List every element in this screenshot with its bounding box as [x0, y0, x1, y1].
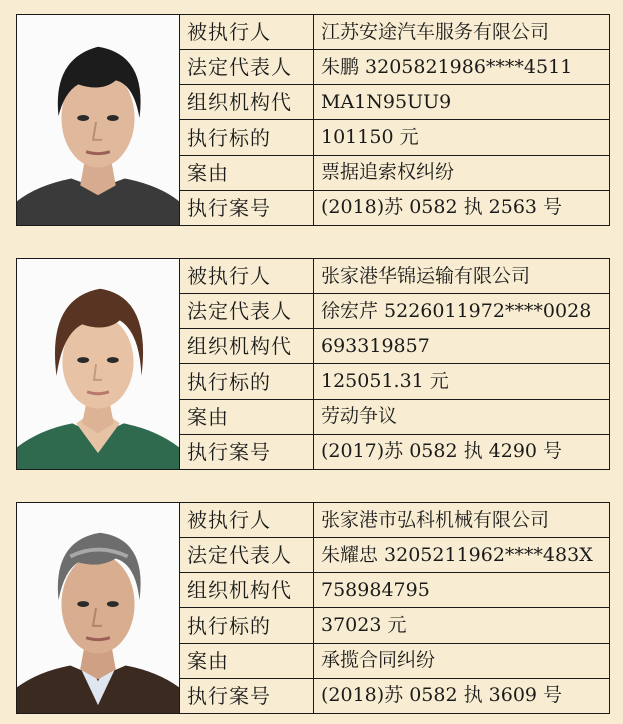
table-row — [180, 399, 610, 434]
table-row — [180, 608, 610, 643]
table-row — [180, 120, 610, 155]
table-row — [180, 85, 610, 120]
field-value: 张家港市弘科机械有限公司 — [314, 503, 610, 538]
field-label: 执行标的 — [180, 364, 314, 399]
field-value: 江苏安途汽车服务有限公司 — [314, 15, 610, 50]
portrait-photo-2 — [16, 258, 180, 470]
field-label: 组织机构代 — [180, 85, 314, 120]
table-row — [180, 155, 610, 190]
field-value: (2017)苏 0582 执 4290 号 — [314, 434, 610, 469]
field-label: 组织机构代 — [180, 573, 314, 608]
field-label: 法定代表人 — [180, 294, 314, 329]
field-label: 执行案号 — [180, 434, 314, 469]
field-value: (2018)苏 0582 执 2563 号 — [314, 190, 610, 225]
field-value: 徐宏芹 5226011972****0028 — [314, 294, 610, 329]
table-row — [180, 50, 610, 85]
record-card-3 — [16, 502, 610, 714]
table-row — [180, 503, 610, 538]
table-row — [180, 15, 610, 50]
field-label: 组织机构代 — [180, 329, 314, 364]
table-row — [180, 364, 610, 399]
field-value: 37023 元 — [314, 608, 610, 643]
field-label: 执行标的 — [180, 608, 314, 643]
portrait-photo-3 — [16, 502, 180, 714]
field-value: 758984795 — [314, 573, 610, 608]
table-row — [180, 538, 610, 573]
field-label: 案由 — [180, 399, 314, 434]
table-row — [180, 678, 610, 713]
table-row — [180, 329, 610, 364]
table-row — [180, 294, 610, 329]
table-row — [180, 259, 610, 294]
field-value: MA1N95UU9 — [314, 85, 610, 120]
info-table-3 — [179, 502, 610, 714]
portrait-photo-1 — [16, 14, 180, 226]
record-card-1 — [16, 14, 610, 226]
field-value: 票据追索权纠纷 — [314, 155, 610, 190]
table-row — [180, 643, 610, 678]
field-value: 693319857 — [314, 329, 610, 364]
field-value: 朱鹏 3205821986****4511 — [314, 50, 610, 85]
field-label: 案由 — [180, 155, 314, 190]
field-label: 执行案号 — [180, 678, 314, 713]
field-value: 张家港华锦运输有限公司 — [314, 259, 610, 294]
field-label: 案由 — [180, 643, 314, 678]
field-label: 法定代表人 — [180, 538, 314, 573]
field-value: 劳动争议 — [314, 399, 610, 434]
field-label: 被执行人 — [180, 259, 314, 294]
table-row — [180, 573, 610, 608]
record-card-2 — [16, 258, 610, 470]
field-label: 被执行人 — [180, 503, 314, 538]
field-label: 被执行人 — [180, 15, 314, 50]
field-label: 执行标的 — [180, 120, 314, 155]
table-row — [180, 190, 610, 225]
field-value: 125051.31 元 — [314, 364, 610, 399]
info-table-1 — [179, 14, 610, 226]
field-value: (2018)苏 0582 执 3609 号 — [314, 678, 610, 713]
field-value: 朱耀忠 3205211962****483X — [314, 538, 610, 573]
field-value: 承揽合同纠纷 — [314, 643, 610, 678]
field-label: 执行案号 — [180, 190, 314, 225]
table-row — [180, 434, 610, 469]
info-table-2 — [179, 258, 610, 470]
field-label: 法定代表人 — [180, 50, 314, 85]
field-value: 101150 元 — [314, 120, 610, 155]
